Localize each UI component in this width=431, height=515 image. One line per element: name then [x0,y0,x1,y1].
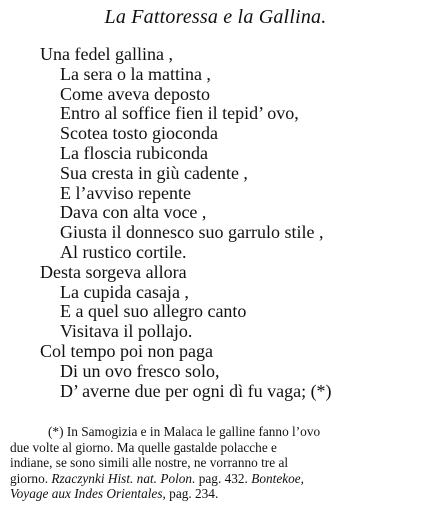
poem-line: Col tempo poi non paga [40,340,213,361]
footnote [10,424,425,502]
poem-line: Entro al soffice fien il tepid’ ovo, [60,103,299,124]
footnote-line: due volte al giorno. Ma quelle gastalde polacche e [10,439,277,455]
footnote-line [10,486,425,502]
poem-line: Come aveva deposto [60,83,210,104]
poem-line: E l’avviso repente [60,182,191,203]
poem-line: Sua cresta in giù cadente , [60,162,248,183]
footnote-citation: Bontekoe, [251,470,304,486]
poem-line: La cupida casaja , [60,281,189,302]
footnote-citation: Rzaczynki Hist. nat. Polon. [51,470,196,486]
poem-line: Di un ovo fresco solo, [60,360,220,381]
poem-line: E a quel suo allegro canto [60,301,247,322]
poem-line: Scotea tosto gioconda [60,123,218,144]
poem-body [40,45,425,401]
poem-line: Una fedel gallina , [40,44,173,64]
footnote-text: , pag. 234. [162,486,219,502]
poem-line: Visitava il pollajo. [60,321,193,342]
footnote-text: giorno. [10,470,49,486]
poem-line: D’ averne due per ogni dì fu vaga; (*) [60,380,332,401]
footnote-line: (*) In Samogizia e in Malaca le galline fanno l’ovo [48,424,321,439]
poem-line: Desta sorgeva allora [40,261,187,282]
footnote-line [10,471,425,487]
poem-line: Dava con alta voce , [60,202,207,223]
footnote-line: indiane, se sono simili alle nostre, ne vorranno tre al [10,455,289,471]
poem-line: Giusta il donnesco suo garrulo stile , [60,222,324,243]
poem-title: La Fattoressa e la Gallina. [104,6,327,28]
poem-line: Al rustico cortile. [60,241,187,262]
poem-line: La floscia rubiconda [60,142,208,163]
poem-line: La sera o la mattina , [60,63,211,84]
footnote-citation: Voyage aux Indes Orientales [10,486,163,502]
footnote-text: pag. 432. [198,470,248,486]
